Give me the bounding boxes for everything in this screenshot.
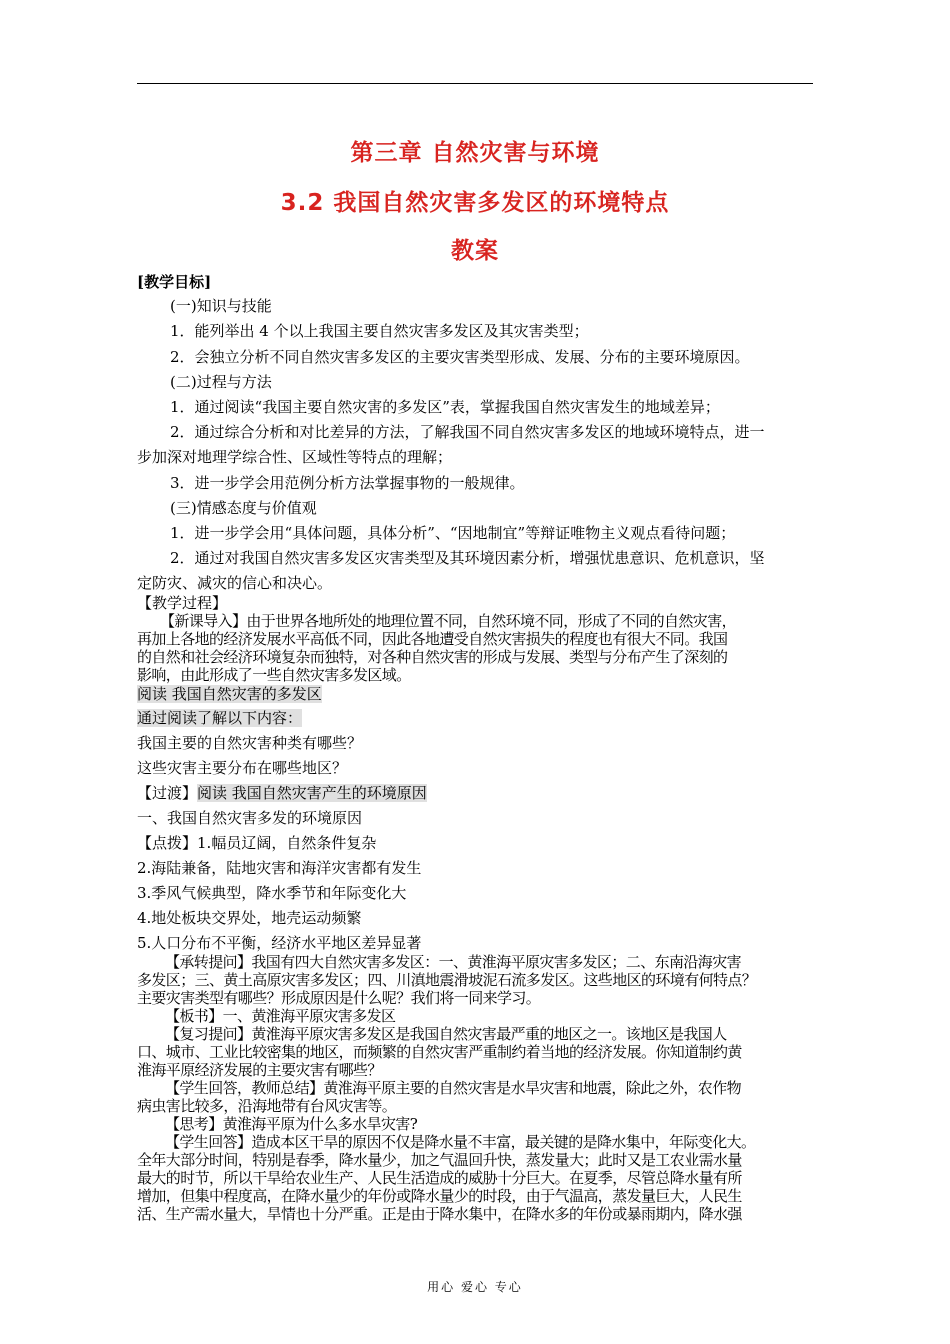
point-3: 3.季风气候典型，降水季节和年际变化大 xyxy=(137,884,407,902)
think-line: 【思考】黄淮海平原为什么多水旱灾害? xyxy=(165,1115,418,1133)
bridge-line-1: 【承转提问】我国有四大自然灾害多发区：一、黄淮海平原灾害多发区；二、东南沿海灾害 xyxy=(165,953,742,971)
objectives-s2-title: (二)过程与方法 xyxy=(170,373,272,391)
board-line: 【板书】一、黄淮海平原灾害多发区 xyxy=(165,1007,396,1025)
intro-line-2: 再加上各地的经济发展水平高低不同，因此各地遭受自然灾害损失的程度也有很大不同。我国 xyxy=(137,630,728,648)
review-line-2: 口、城市、工业比较密集的地区，而频繁的自然灾害严重制约着当地的经济发展。你知道制约黄 xyxy=(137,1043,742,1061)
point-2: 2.海陆兼备，陆地灾害和海洋灾害都有发生 xyxy=(137,859,422,877)
objectives-s3-title: (三)情感态度与价值观 xyxy=(170,499,317,517)
objectives-s1-title: (一)知识与技能 xyxy=(170,297,272,315)
objectives-s3-item1: 1．进一步学会用“具体问题，具体分析”、“因地制宜”等辩证唯物主义观点看待问题； xyxy=(170,524,736,542)
answer-2-line-4: 增加，但集中程度高，在降水量少的年份或降水量少的时段，由于气温高，蒸发量巨大，人民生 xyxy=(137,1187,742,1205)
reading-1-highlight: 阅读 我国自然灾害的多发区 xyxy=(137,685,322,703)
point-line-1 xyxy=(137,833,376,853)
reading-1-prompt xyxy=(137,708,302,728)
section-title: 3.2 我国自然灾害多发区的环境特点 xyxy=(280,190,670,216)
question-1: 我国主要的自然灾害种类有哪些？ xyxy=(137,734,363,752)
intro-line-3: 的自然和社会经济环境复杂而独特，对各种自然灾害的形成与发展、类型与分布产生了深刻的 xyxy=(137,648,728,666)
answer-1-line-2: 病虫害比较多，沿海地带有台风灾害等。 xyxy=(137,1097,397,1115)
question-2: 这些灾害主要分布在哪些地区？ xyxy=(137,759,348,777)
transition-line xyxy=(137,783,427,803)
doc-type-title: 教案 xyxy=(451,238,499,264)
bridge-line-2: 多发区；三、黄土高原灾害多发区；四、川滇地震滑坡泥石流多发区。这些地区的环境有何特点？ xyxy=(137,971,757,989)
reading-1-prompt-highlight: 通过阅读了解以下内容： xyxy=(137,709,303,727)
point-1: 1.幅员辽阔，自然条件复杂 xyxy=(197,834,377,852)
transition-highlight: 阅读 我国自然灾害产生的环境原因 xyxy=(197,784,427,802)
objectives-s2-item1: 1．通过阅读“我国主要自然灾害的多发区”表，掌握我国自然灾害发生的地域差异； xyxy=(170,398,720,416)
objectives-s2-item2a: 2．通过综合分析和对比差异的方法，了解我国不同自然灾害多发区的地域环境特点，进一 xyxy=(170,423,765,441)
answer-2-line-5: 活、生产需水量大，旱情也十分严重。正是由于降水集中，在降水多的年份或暴雨期内，降水强 xyxy=(137,1205,742,1223)
review-line-3: 淮海平原经济发展的主要灾害有哪些？ xyxy=(137,1061,382,1079)
point-label: 【点拨】 xyxy=(137,834,198,852)
answer-2-line-2: 全年大部分时间，特别是春季，降水量少，加之气温回升快，蒸发量大；此时又是工农业需水量 xyxy=(137,1151,742,1169)
objectives-s2-item2b: 步加深对地理学综合性、区域性等特点的理解； xyxy=(137,448,453,466)
answer-2-line-3: 最大的时节，所以干旱给农业生产、人民生活造成的威胁十分巨大。在夏季，尽管总降水量有所 xyxy=(137,1169,742,1187)
intro-line-4: 影响，由此形成了一些自然灾害多发区域。 xyxy=(137,666,411,684)
page-footer: 用心 爱心 专心 xyxy=(427,1280,523,1294)
answer-1-line-1: 【学生回答，教师总结】黄淮海平原主要的自然灾害是水旱灾害和地震，除此之外，农作物 xyxy=(165,1079,742,1097)
objectives-heading: [教学目标] xyxy=(137,273,212,291)
objectives-s3-item2b: 定防灾、减灾的信心和决心。 xyxy=(137,574,333,592)
process-heading: 【教学过程】 xyxy=(137,594,228,612)
header-rule xyxy=(137,83,813,84)
intro-line-1: 【新课导入】由于世界各地所处的地理位置不同，自然环境不同，形成了不同的自然灾害， xyxy=(160,612,737,630)
objectives-s3-item2a: 2．通过对我国自然灾害多发区灾害类型及其环境因素分析，增强忧患意识、危机意识，坚 xyxy=(170,549,765,567)
transition-label: 【过渡】 xyxy=(137,784,198,802)
point-5: 5.人口分布不平衡，经济水平地区差异显著 xyxy=(137,934,422,952)
reading-1-title xyxy=(137,684,322,704)
part-1-title: 一、我国自然灾害多发的环境原因 xyxy=(137,809,363,827)
chapter-title: 第三章 自然灾害与环境 xyxy=(350,140,600,166)
objectives-s1-item2: 2．会独立分析不同自然灾害多发区的主要灾害类型形成、发展、分布的主要环境原因。 xyxy=(170,348,750,366)
objectives-s1-item1: 1．能列举出 4 个以上我国主要自然灾害多发区及其灾害类型； xyxy=(170,322,589,340)
answer-2-line-1: 【学生回答】造成本区干旱的原因不仅是降水量不丰富，最关键的是降水集中，年际变化大。 xyxy=(165,1133,756,1151)
point-4: 4.地处板块交界处，地壳运动频繁 xyxy=(137,909,362,927)
bridge-line-3: 主要灾害类型有哪些？形成原因是什么呢？我们将一同来学习。 xyxy=(137,989,541,1007)
review-line-1: 【复习提问】黄淮海平原灾害多发区是我国自然灾害最严重的地区之一。该地区是我国人 xyxy=(165,1025,727,1043)
objectives-s2-item3: 3．进一步学会用范例分析方法掌握事物的一般规律。 xyxy=(170,474,525,492)
